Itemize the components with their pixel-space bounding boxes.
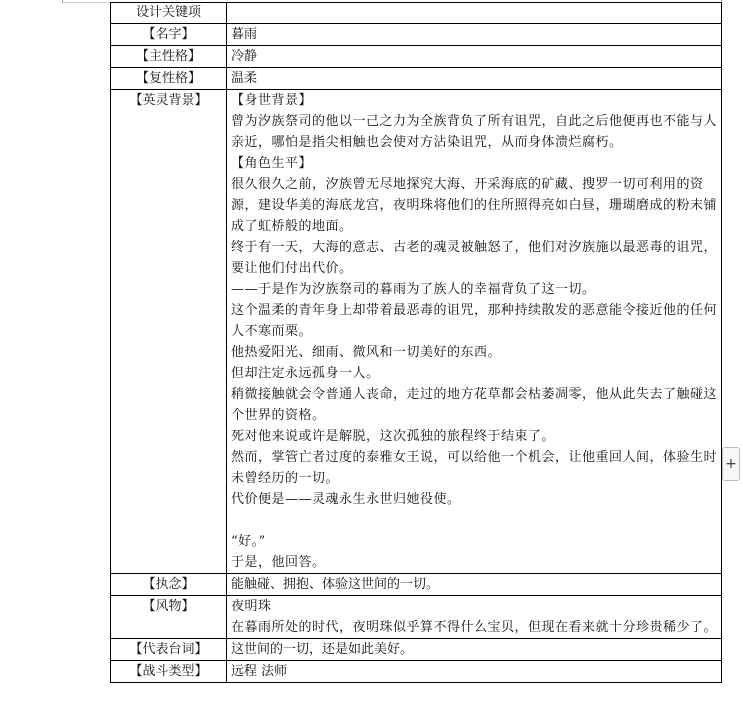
table-row-background bbox=[111, 90, 722, 574]
background-paragraph: 然而，掌管亡者过度的泰雅女王说，可以给他一个机会，让他重回人间，体验生时未曾经历的一切。 bbox=[231, 450, 718, 486]
name-value: 暮雨 bbox=[231, 27, 258, 42]
table-row-quote bbox=[111, 639, 722, 661]
header-label-cell bbox=[111, 3, 227, 24]
item-title: 夜明珠 bbox=[231, 599, 272, 614]
table-row-battle-type bbox=[111, 661, 722, 683]
expand-panel-button[interactable] bbox=[722, 447, 740, 481]
sub-personality-value-cell[interactable] bbox=[227, 68, 722, 90]
table-row-item bbox=[111, 596, 722, 639]
table-row-sub-personality bbox=[111, 68, 722, 90]
quote-value: 这世间的一切，还是如此美好。 bbox=[231, 642, 414, 657]
name-label-cell bbox=[111, 24, 227, 46]
table-row-main-personality bbox=[111, 46, 722, 68]
background-value-cell[interactable] bbox=[227, 90, 722, 574]
obsession-label: 【执念】 bbox=[142, 577, 195, 592]
table-row-name bbox=[111, 24, 722, 46]
character-design-table bbox=[110, 2, 722, 683]
background-paragraph: 他热爱阳光、细雨、微风和一切美好的东西。 bbox=[231, 345, 502, 360]
background-paragraph: 代价便是——灵魂永生永世归她役使。 bbox=[231, 492, 461, 507]
background-paragraph: ——于是作为汐族祭司的暮雨为了族人的幸福背负了这一切。 bbox=[231, 282, 596, 297]
sub-personality-label-cell bbox=[111, 68, 227, 90]
name-value-cell[interactable] bbox=[227, 24, 722, 46]
main-personality-label-cell bbox=[111, 46, 227, 68]
background-paragraph: 但却注定永远孤身一人。 bbox=[231, 366, 380, 381]
item-description: 在暮雨所处的时代，夜明珠似乎算不得什么宝贝，但现在看来就十分珍贵稀少了。 bbox=[231, 620, 718, 635]
header-value-cell[interactable] bbox=[227, 3, 722, 24]
background-blank-line bbox=[231, 510, 717, 531]
table-row-obsession bbox=[111, 574, 722, 596]
background-paragraph: 曾为汐族祭司的他以一己之力为全族背负了所有诅咒，自此之后他便再也不能与人亲近，哪怕是指尖相触也会使对方沾染诅咒，从而身体溃烂腐朽。 bbox=[231, 114, 718, 150]
item-label: 【风物】 bbox=[142, 599, 195, 614]
background-label: 【英灵背景】 bbox=[129, 93, 208, 108]
background-section-heading: 【角色生平】 bbox=[231, 156, 313, 171]
main-personality-value-cell[interactable] bbox=[227, 46, 722, 68]
main-personality-value: 冷静 bbox=[231, 49, 258, 64]
background-section-heading: 【身世背景】 bbox=[231, 93, 313, 108]
background-paragraph: “好。” bbox=[231, 534, 266, 549]
obsession-value: 能触碰、拥抱、体验这世间的一切。 bbox=[231, 577, 440, 592]
quote-label-cell bbox=[111, 639, 227, 661]
sub-personality-value: 温柔 bbox=[231, 71, 258, 86]
quote-label: 【代表台词】 bbox=[129, 642, 208, 657]
table-row-header bbox=[111, 3, 722, 24]
battle-type-value-cell[interactable] bbox=[227, 661, 722, 683]
obsession-label-cell bbox=[111, 574, 227, 596]
obsession-value-cell[interactable] bbox=[227, 574, 722, 596]
item-label-cell bbox=[111, 596, 227, 639]
battle-type-label: 【战斗类型】 bbox=[129, 664, 208, 679]
main-personality-label: 【主性格】 bbox=[135, 49, 201, 64]
plus-icon: + bbox=[725, 456, 737, 472]
quote-value-cell[interactable] bbox=[227, 639, 722, 661]
background-paragraph: 终于有一天，大海的意志、古老的魂灵被触怒了，他们对汐族施以最恶毒的诅咒，要让他们付出代价。 bbox=[231, 240, 718, 276]
name-label: 【名字】 bbox=[142, 27, 195, 42]
battle-type-value: 远程 法师 bbox=[231, 664, 288, 679]
sub-personality-label: 【复性格】 bbox=[135, 71, 201, 86]
item-value-cell[interactable] bbox=[227, 596, 722, 639]
header-label: 设计关键项 bbox=[135, 5, 201, 20]
battle-type-label-cell bbox=[111, 661, 227, 683]
background-paragraph: 死对他来说或许是解脱，这次孤独的旅程终于结束了。 bbox=[231, 429, 556, 444]
background-paragraph: 很久很久之前，汐族曾无尽地探究大海、开采海底的矿藏、搜罗一切可利用的资源，建设华美的海底龙宫，夜明珠将他们的住所照得亮如白昼，珊瑚磨成的粉末铺成了虹桥般的地面。 bbox=[231, 177, 718, 234]
background-paragraph: 稍微接触就会令普通人丧命，走过的地方花草都会枯萎凋零，他从此失去了触碰这个世界的资格。 bbox=[231, 387, 718, 423]
background-paragraph: 这个温柔的青年身上却带着最恶毒的诅咒，那种持续散发的恶意能令接近他的任何人不寒而栗。 bbox=[231, 303, 718, 339]
background-label-cell bbox=[111, 90, 227, 574]
background-paragraph: 于是，他回答。 bbox=[231, 555, 326, 570]
